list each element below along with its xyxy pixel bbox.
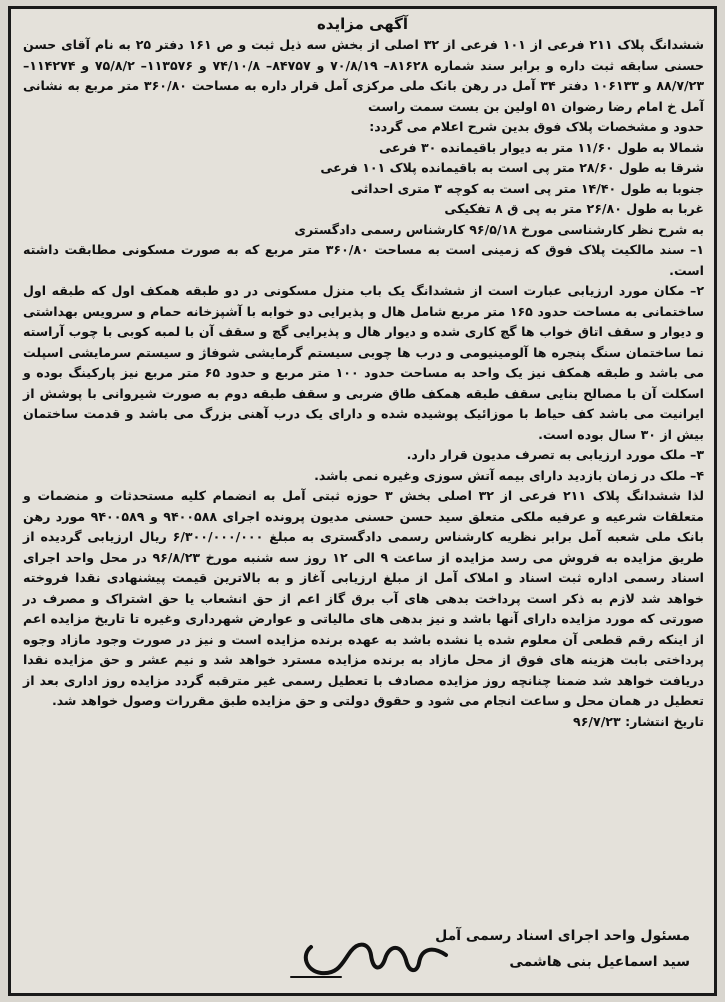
notice-paragraph: ۴– ملک در زمان بازدید دارای بیمه آتش سوزی وغیره نمی باشد. — [314, 467, 704, 483]
signature-title: مسئول واحد اجرای اسناد رسمی آمل — [435, 928, 690, 944]
notice-body — [11, 35, 714, 732]
notice-paragraph: جنوبا به طول ۱۴/۴۰ متر پی است به کوچه ۳ متری احداثی — [350, 180, 704, 196]
notice-paragraph: ۱– سند مالکیت پلاک فوق که زمینی است به مساحت ۳۶۰/۸۰ متر مربع که به صورت مسکونی مطابقت داشته است. — [23, 242, 704, 278]
notice-paragraph: لذا ششدانگ پلاک ۲۱۱ فرعی از ۳۲ اصلی بخش ۳ حوزه ثبتی آمل به انضمام کلیه مستحدثات و منضمات و متعلقات شرعیه و عرفیه ملکی متعلق سید حسن حسنی مدیون پرونده اجرای ۹۴۰۰۵۸۸ و ۹۴۰۰۵۸۹ مورد رهن بانک ملی شعبه آمل برابر نظریه کارشناس رسمی دادگستری به مبلغ ۶/۳۰۰/۰۰۰/۰۰۰ ریال ارزیابی گردیده از طریق مزایده به فروش می رسد مزایده از ساعت ۹ الی ۱۲ روز سه شنبه مورخ ۹۶/۸/۲۳ در محل واحد اجرای اسناد رسمی اداره ثبت اسناد و املاک آمل از مبلغ ارزیابی آغاز و به بالاترین قیمت پیشنهادی نقدا فروخته خواهد شد لازم به ذکر است پرداخت بدهی های آب برق گاز اعم از حق انشعاب یا حق اشتراک و مصرف در صورتی که مورد مزایده دارای آنها باشد و نیز بدهی های مالیاتی و عوارض شهرداری وغیره تا تاریخ مزایده اعم از اینکه رقم قطعی آن معلوم شده یا نشده باشد به عهده برنده مزایده است و نیز در صورت وجود مازاد وجوه پرداختی بابت هزینه های فوق از محل مازاد به برنده مزایده مسترد خواهد شد و نیم عشر و حق مزایده نقدا دریافت خواهد شد ضمنا چنانچه روز مزایده مصادف با تعطیل رسمی غیر مترقبه گردد مزایده روز اداری بعد از تعطیل در همان محل و ساعت انجام می شود و حقوق دولتی و حق مزایده طبق مقررات وصول خواهد شد. — [23, 488, 704, 708]
notice-paragraph: حدود و مشخصات پلاک فوق بدین شرح اعلام می گردد: — [369, 119, 704, 134]
notice-paragraph: شمالا به طول ۱۱/۶۰ متر به دیوار باقیمانده ۳۰ فرعی — [379, 139, 704, 155]
notice-paragraph: ۲– مکان مورد ارزیابی عبارت است از ششدانگ یک باب منزل مسکونی در دو طبقه همکف اول که طبقه اول ساختمانی به مساحت حدود ۱۶۵ متر مربع شامل هال و پذیرایی دو خوابه با آشپزخانه حمام و سرویس بهداشتی و دیوار و سقف اتاق خواب ها گچ کاری شده و دیوار هال و پذیرایی گچ و سقف آن با لمبه کوبی با چوب آراسته نما ساختمان سنگ پنجره ها آلومینیومی و درب ها چوبی سیستم گرمایشی شوفاژ و سیستم سرمایشی اسپلت می باشد و طبقه همکف نیز یک واحد به مساحت حدود ۱۰۰ متر مربع و حدود ۶۵ متر مربع نیز پارکینگ بوده و اسکلت آن با مصالح بنایی سقف طبقه همکف طاق ضربی و سقف طبقه دوم به صورت شیروانی با پوشش از ایرانیت می باشد کف حیاط با موزائیک پوشیده شده و دارای یک درب آهنی بزرگ می باشد و قدمت ساختمان بیش از ۳۰ سال بوده است. — [23, 283, 704, 442]
notice-paragraph: ۳– ملک مورد ارزیابی به تصرف مدیون قرار دارد. — [406, 447, 704, 462]
handwritten-number-signature — [281, 915, 461, 985]
signature-name: سید اسماعیل بنی هاشمی — [509, 954, 690, 970]
notice-paragraph: شرقا به طول ۲۸/۶۰ متر پی است به باقیمانده پلاک ۱۰۱ فرعی — [320, 160, 704, 175]
notice-paragraph: ششدانگ پلاک ۲۱۱ فرعی از ۱۰۱ فرعی از ۳۲ اصلی از بخش سه ذیل ثبت و ص ۱۶۱ دفتر ۲۵ به نام آقای حسن حسنی سابقه ثبت داره و برابر سند شماره ۸۱۶۲۸– ۷۰/۸/۱۹ و ۸۴۷۵۷– ۷۴/۱۰/۸ و ۱۱۳۵۷۶– ۷۵/۸/۲ و ۱۱۴۲۷۴– ۸۸/۷/۲۳ و ۱۰۶۱۳۳ دفتر ۳۴ آمل در رهن بانک ملی مرکزی آمل قرار داره به مساحت ۳۶۰/۸۰ متر مربع به نشانی آمل خ امام رضا رضوان ۵۱ اولین بن بست سمت راست — [23, 37, 705, 114]
notice-title: آگهی مزایده — [316, 15, 409, 33]
newspaper-clipping — [8, 6, 717, 996]
notice-paragraph: به شرح نظر کارشناسی مورخ ۹۶/۵/۱۸ کارشناس رسمی دادگستری — [294, 221, 704, 237]
notice-paragraph: غربا به طول ۲۶/۸۰ متر به پی ق ۸ تفکیکی — [444, 201, 704, 216]
signature-block — [435, 923, 690, 975]
notice-paragraph: تاریخ انتشار: ۹۶/۷/۲۳ — [573, 713, 704, 729]
